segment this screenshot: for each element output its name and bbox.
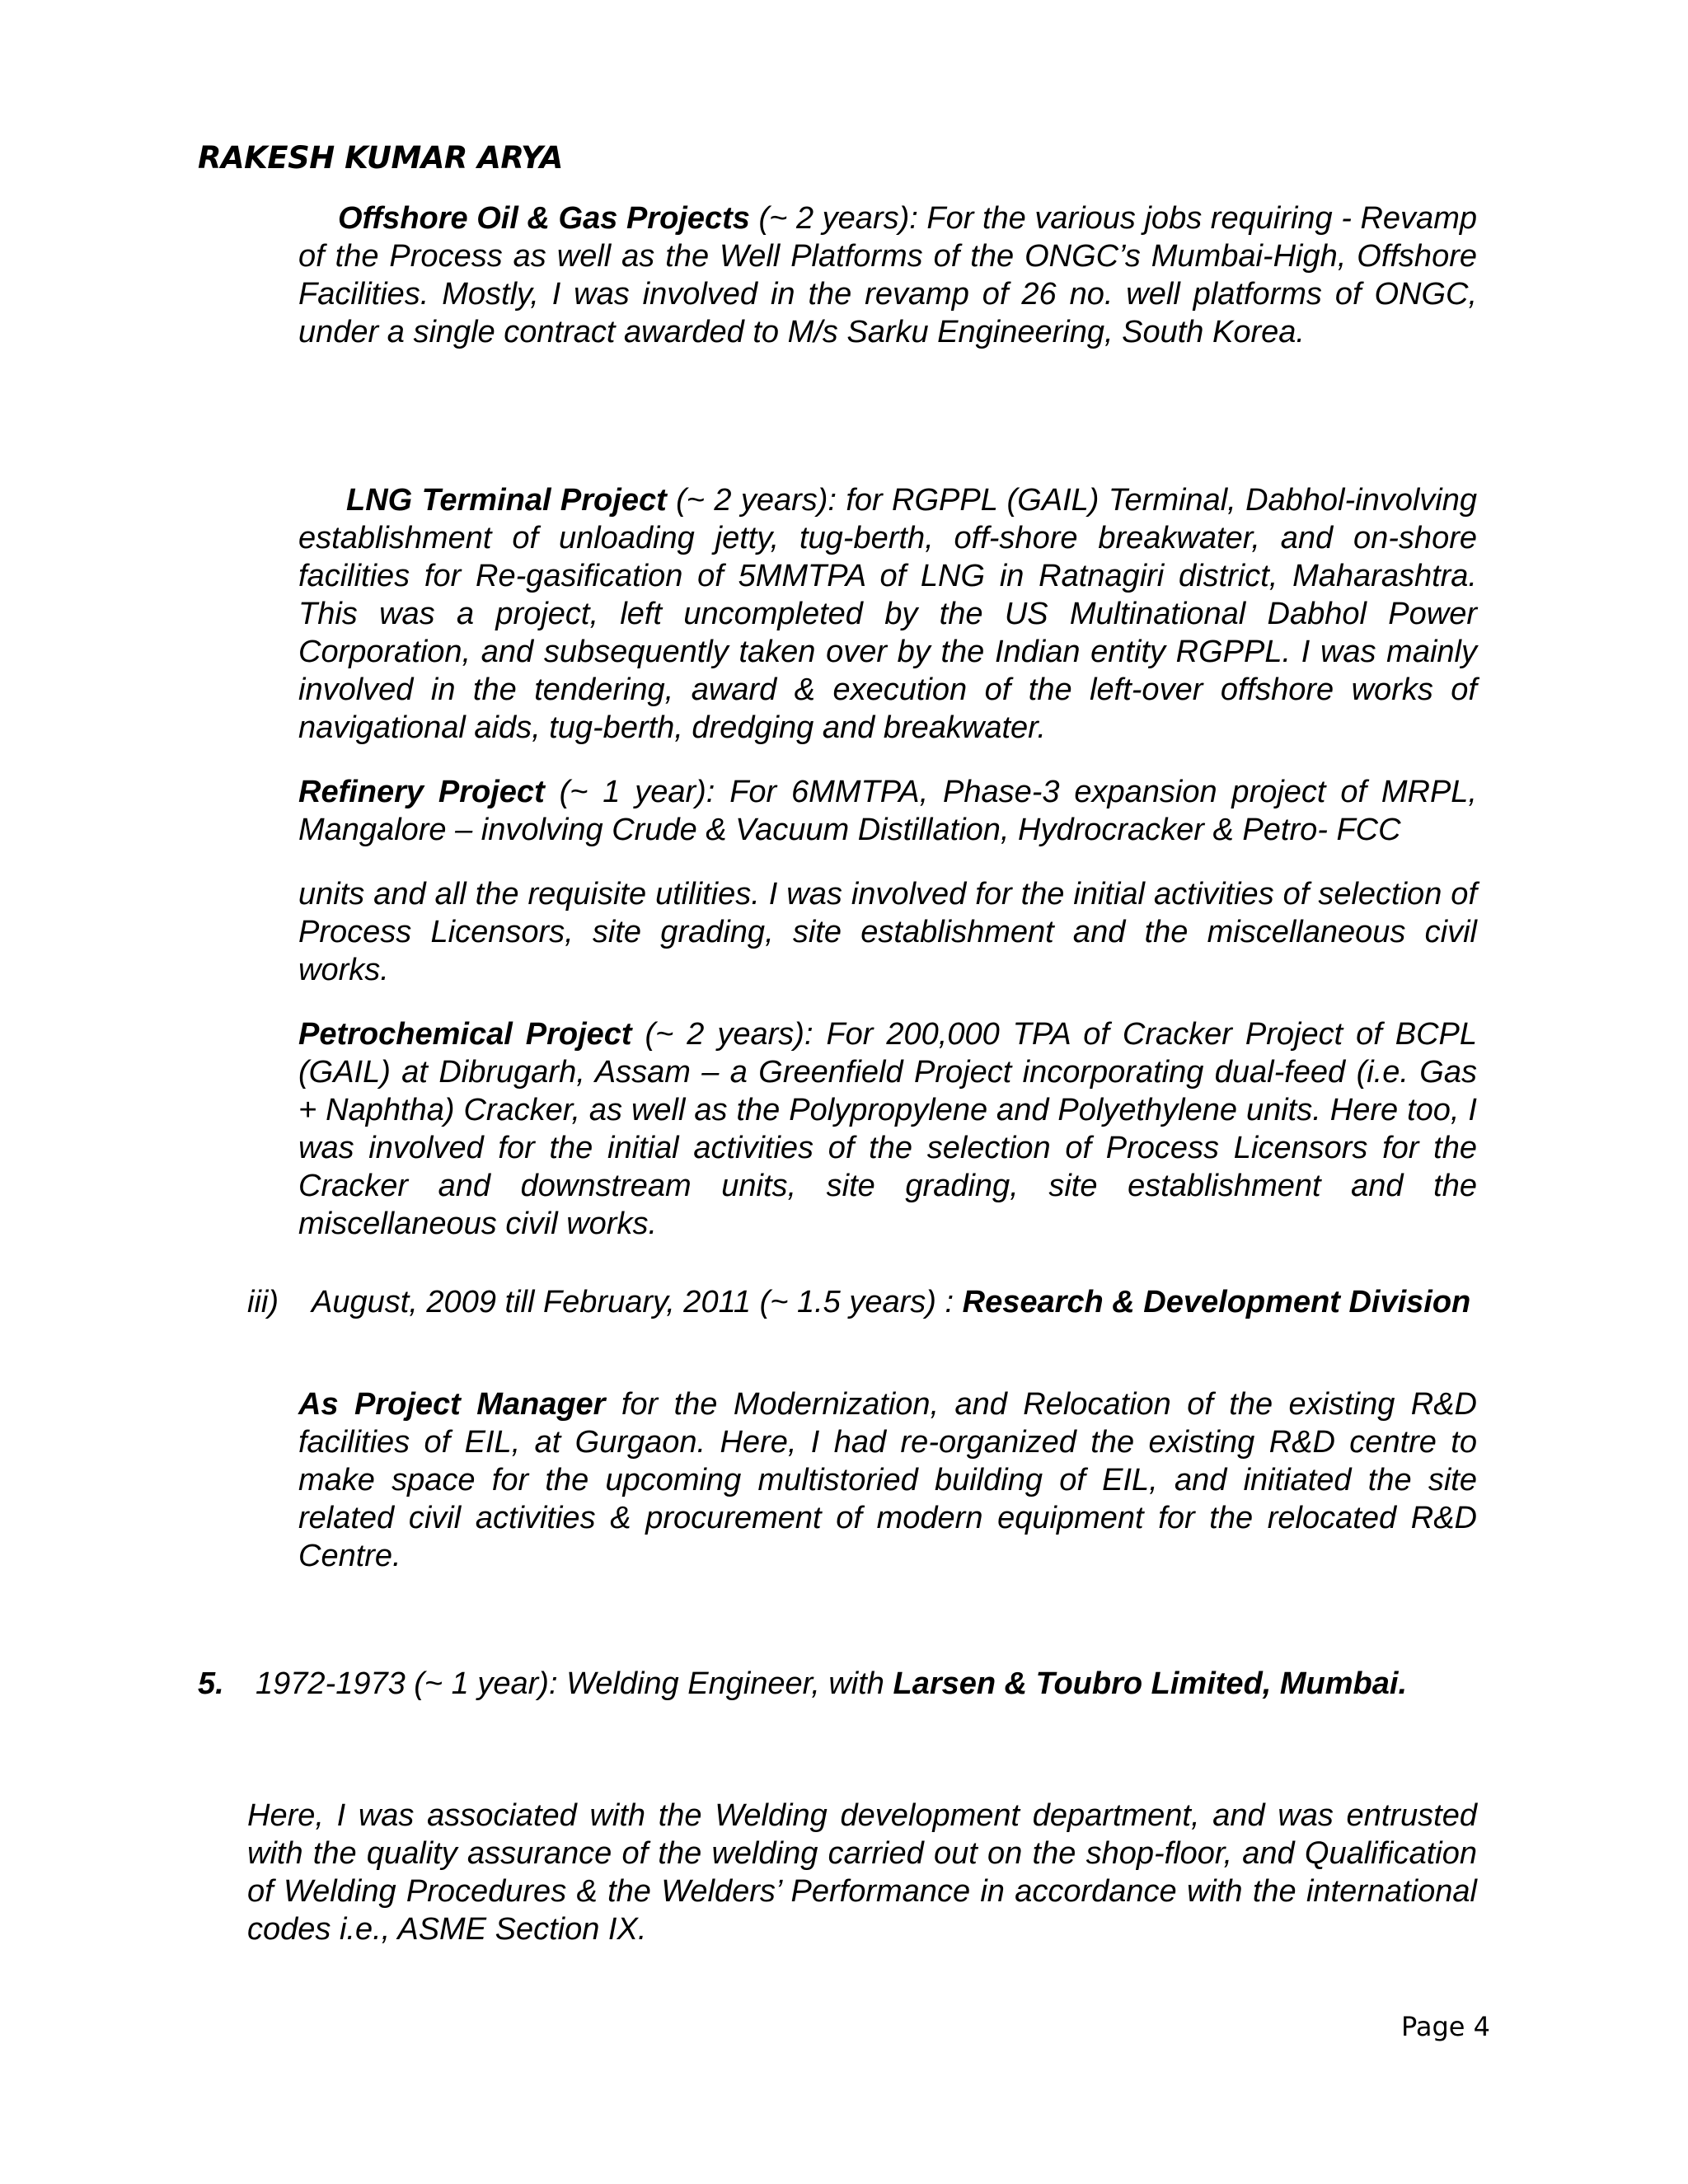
page-number: Page 4	[1401, 2011, 1490, 2042]
candidate-name: RAKESH KUMAR ARYA	[198, 140, 563, 176]
petrochemical-body: (~ 2 years): For 200,000 TPA of Cracker Project of BCPL (GAIL) at Dibrugarh, Assam – a Greenfield Project incorporating dual-feed (i.e. Gas + Naphtha) Cracker, as well as the Polypropylene and Polyethylene units. Here too, I was involved for the initial activities of the selection of Process Licensors for the Cracker and downstream units, site grading, site establishment and the miscellaneous civil works.	[298, 1017, 1478, 1241]
item5-line	[256, 1665, 1407, 1703]
offshore-title: Offshore Oil & Gas Projects	[338, 201, 750, 236]
rnd-body: for the Modernization, and Relocation of the existing R&D facilities of EIL, at Gurgaon. Here, I had re-organized the existing R&D centre to make space for the upcoming multistoried building of EIL, and initiated the site related civil activities & procurement of modern equipment for the relocated R&D Centre.	[298, 1387, 1477, 1573]
petrochemical-paragraph	[298, 1015, 1477, 1243]
rnd-heading	[298, 1283, 1477, 1321]
refinery-paragraph	[298, 773, 1477, 849]
rnd-marker: iii)	[247, 1285, 279, 1319]
petrochemical-title: Petrochemical Project	[298, 1017, 632, 1052]
lng-paragraph	[298, 481, 1477, 747]
item5-company: Larsen & Toubro Limited, Mumbai.	[893, 1666, 1408, 1701]
rnd-role: As Project Manager	[298, 1387, 606, 1422]
refinery-title: Refinery Project	[298, 775, 545, 809]
offshore-body: (~ 2 years): For the various jobs requiring - Revamp of the Process as well as the Well Platforms of the ONGC’s Mumbai-High, Offshore Facilities. Mostly, I was involved in the revamp of 26 no. well platforms of ONGC, under a single contract awarded to M/s Sarku Engineering, South Korea.	[298, 201, 1477, 349]
item5-number: 5.	[198, 1666, 224, 1701]
offshore-paragraph	[298, 199, 1477, 351]
lng-title: LNG Terminal Project	[346, 483, 667, 518]
refinery-continuation: units and all the requisite utilities. I was involved for the initial activities of selection of Process Licensors, site grading, site establishment and the miscellaneous civil works.	[298, 877, 1477, 987]
rnd-paragraph	[298, 1385, 1477, 1575]
item5-text: 1972-1973 (~ 1 year): Welding Engineer, with	[256, 1666, 893, 1701]
rnd-period: August, 2009 till February, 2011 (~ 1.5 years) :	[312, 1285, 963, 1319]
refinery-body: (~ 1 year): For 6MMTPA, Phase-3 expansion project of MRPL, Mangalore – involving Crude & Vacuum Distillation, Hydrocracker & Petro- FCC	[298, 775, 1477, 847]
lng-body: (~ 2 years): for RGPPL (GAIL) Terminal, Dabhol-involving establishment of unloading jetty, tug-berth, off-shore breakwater, and on-shore facilities for Re-gasification of 5MMTPA of LNG in Ratnagiri district, Maharashtra. This was a project, left uncompleted by the US Multinational Dabhol Power Corporation, and subsequently taken over by the Indian entity RGPPL. I was mainly involved in the tendering, award & execution of the left-over offshore works of navigational aids, tug-berth, dredging and breakwater.	[298, 483, 1477, 745]
item5-paragraph: Here, I was associated with the Welding development department, and was entrusted with the quality assurance of the welding carried out on the shop-floor, and Qualification of Welding Procedures & the Welders’ Performance in accordance with the international codes i.e., ASME Section IX.	[247, 1798, 1477, 1947]
rnd-division: Research & Development Division	[962, 1285, 1471, 1319]
